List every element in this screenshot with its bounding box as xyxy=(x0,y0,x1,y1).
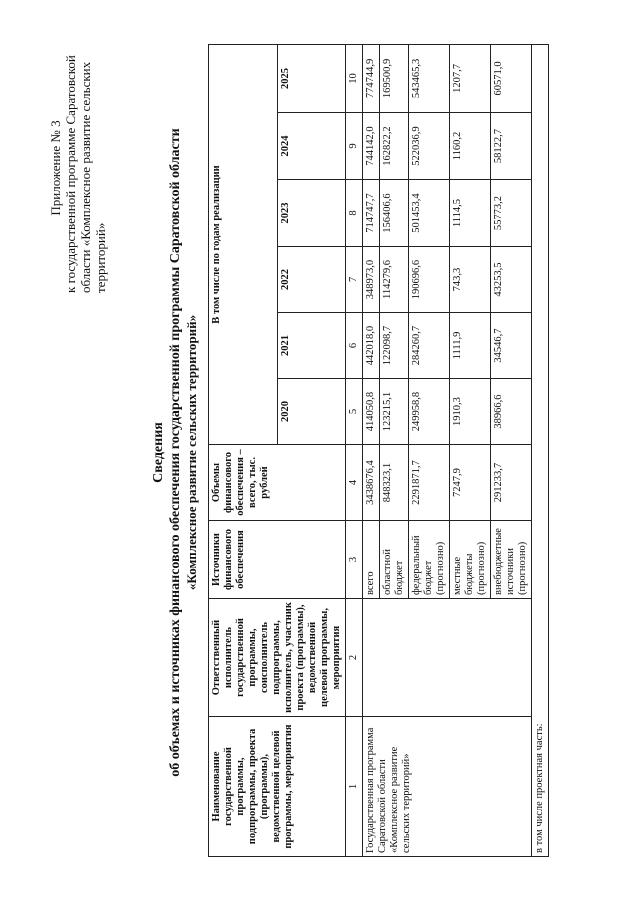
source-cell: внебюджетные источники (прогнозно) xyxy=(491,521,532,599)
year-cell: 123215,1 xyxy=(380,379,409,445)
index-cell: 7 xyxy=(346,247,363,313)
appendix-title: Приложение № 3 xyxy=(48,120,63,216)
header-year: 2024 xyxy=(277,113,346,180)
appendix-block xyxy=(48,43,108,293)
year-cell: 1160,2 xyxy=(450,113,491,180)
total-cell: 2291871,7 xyxy=(409,445,450,521)
index-cell: 4 xyxy=(346,445,363,521)
appendix-line-1: к государственной программе Саратовской xyxy=(63,55,78,293)
heading-title: Сведения xyxy=(151,422,166,483)
year-cell: 743,3 xyxy=(450,247,491,313)
year-cell: 284260,7 xyxy=(409,313,450,379)
header-by-years: В том числе по годам реализации xyxy=(209,44,278,444)
year-cell: 156406,6 xyxy=(380,180,409,247)
year-cell: 43253,5 xyxy=(491,247,532,313)
year-cell: 714747,7 xyxy=(363,180,380,247)
year-cell: 414050,8 xyxy=(363,379,380,445)
year-cell: 249958,8 xyxy=(409,379,450,445)
year-cell: 60571,0 xyxy=(491,44,532,112)
table-row xyxy=(363,44,380,856)
year-cell: 348973,0 xyxy=(363,247,380,313)
header-name: Наименование государственной программы, подпрограммы, проекта (программы), ведомственной целевой программы, мероприятия xyxy=(209,717,346,857)
index-cell: 3 xyxy=(346,521,363,599)
program-name-cell: Государственная программа Саратовской области «Комплексное развитие сельских территорий» xyxy=(363,717,532,857)
year-cell: 543465,3 xyxy=(409,44,450,112)
year-cell: 58122,7 xyxy=(491,113,532,180)
index-cell: 2 xyxy=(346,599,363,717)
year-cell: 774744,9 xyxy=(363,44,380,112)
total-cell: 291233,7 xyxy=(491,445,532,521)
index-cell: 1 xyxy=(346,717,363,857)
year-cell: 34546,7 xyxy=(491,313,532,379)
year-cell: 1207,7 xyxy=(450,44,491,112)
appendix-line-2: области «Комплексное развитие сельских xyxy=(78,61,93,293)
year-cell: 55773,2 xyxy=(491,180,532,247)
header-executor: Ответственный исполнитель государственной программы, соисполнитель подпрограммы, исполнитель, участник проекта (программы), ведомственной целевой программы, мероприятия xyxy=(209,599,346,717)
source-cell: всего xyxy=(363,521,380,599)
index-cell: 8 xyxy=(346,180,363,247)
year-cell: 1111,9 xyxy=(450,313,491,379)
financing-table xyxy=(208,44,549,857)
index-cell: 10 xyxy=(346,44,363,112)
index-cell: 6 xyxy=(346,313,363,379)
total-cell: 848323,1 xyxy=(380,445,409,521)
year-cell: 501453,4 xyxy=(409,180,450,247)
header-year: 2021 xyxy=(277,313,346,379)
index-cell: 9 xyxy=(346,113,363,180)
total-cell: 7247,9 xyxy=(450,445,491,521)
year-cell: 744142,0 xyxy=(363,113,380,180)
year-cell: 1910,3 xyxy=(450,379,491,445)
source-cell: местные бюджеты (прогнозно) xyxy=(450,521,491,599)
document-heading xyxy=(150,40,200,865)
year-cell: 442018,0 xyxy=(363,313,380,379)
appendix-line-3: территорий» xyxy=(93,222,108,293)
year-cell: 190696,6 xyxy=(409,247,450,313)
executor-cell xyxy=(363,599,532,717)
source-cell: федеральный бюджет (прогнозно) xyxy=(409,521,450,599)
index-row xyxy=(346,44,363,856)
total-cell: 3438676,4 xyxy=(363,445,380,521)
year-cell: 38966,6 xyxy=(491,379,532,445)
year-cell: 162822,2 xyxy=(380,113,409,180)
heading-line-2: «Комплексное развитие сельских территорий» xyxy=(184,314,199,591)
year-cell: 522036,9 xyxy=(409,113,450,180)
footer-note: в том числе проектная часть: xyxy=(532,44,549,856)
header-row-1 xyxy=(209,44,278,856)
footer-row xyxy=(532,44,549,856)
index-cell: 5 xyxy=(346,379,363,445)
header-volume: Объемы финансового обеспечения – всего, тыс. рублей xyxy=(209,445,346,521)
year-cell: 114279,6 xyxy=(380,247,409,313)
source-cell: областной бюджет xyxy=(380,521,409,599)
header-year: 2022 xyxy=(277,247,346,313)
year-cell: 169500,9 xyxy=(380,44,409,112)
header-year: 2020 xyxy=(277,379,346,445)
heading-line-1: об объемах и источниках финансового обеспечения государственной программы Саратовской области xyxy=(168,128,183,777)
header-year: 2023 xyxy=(277,180,346,247)
header-year: 2025 xyxy=(277,44,346,112)
year-cell: 122098,7 xyxy=(380,313,409,379)
year-cell: 1114,5 xyxy=(450,180,491,247)
header-sources: Источники финансового обеспечения xyxy=(209,521,346,599)
